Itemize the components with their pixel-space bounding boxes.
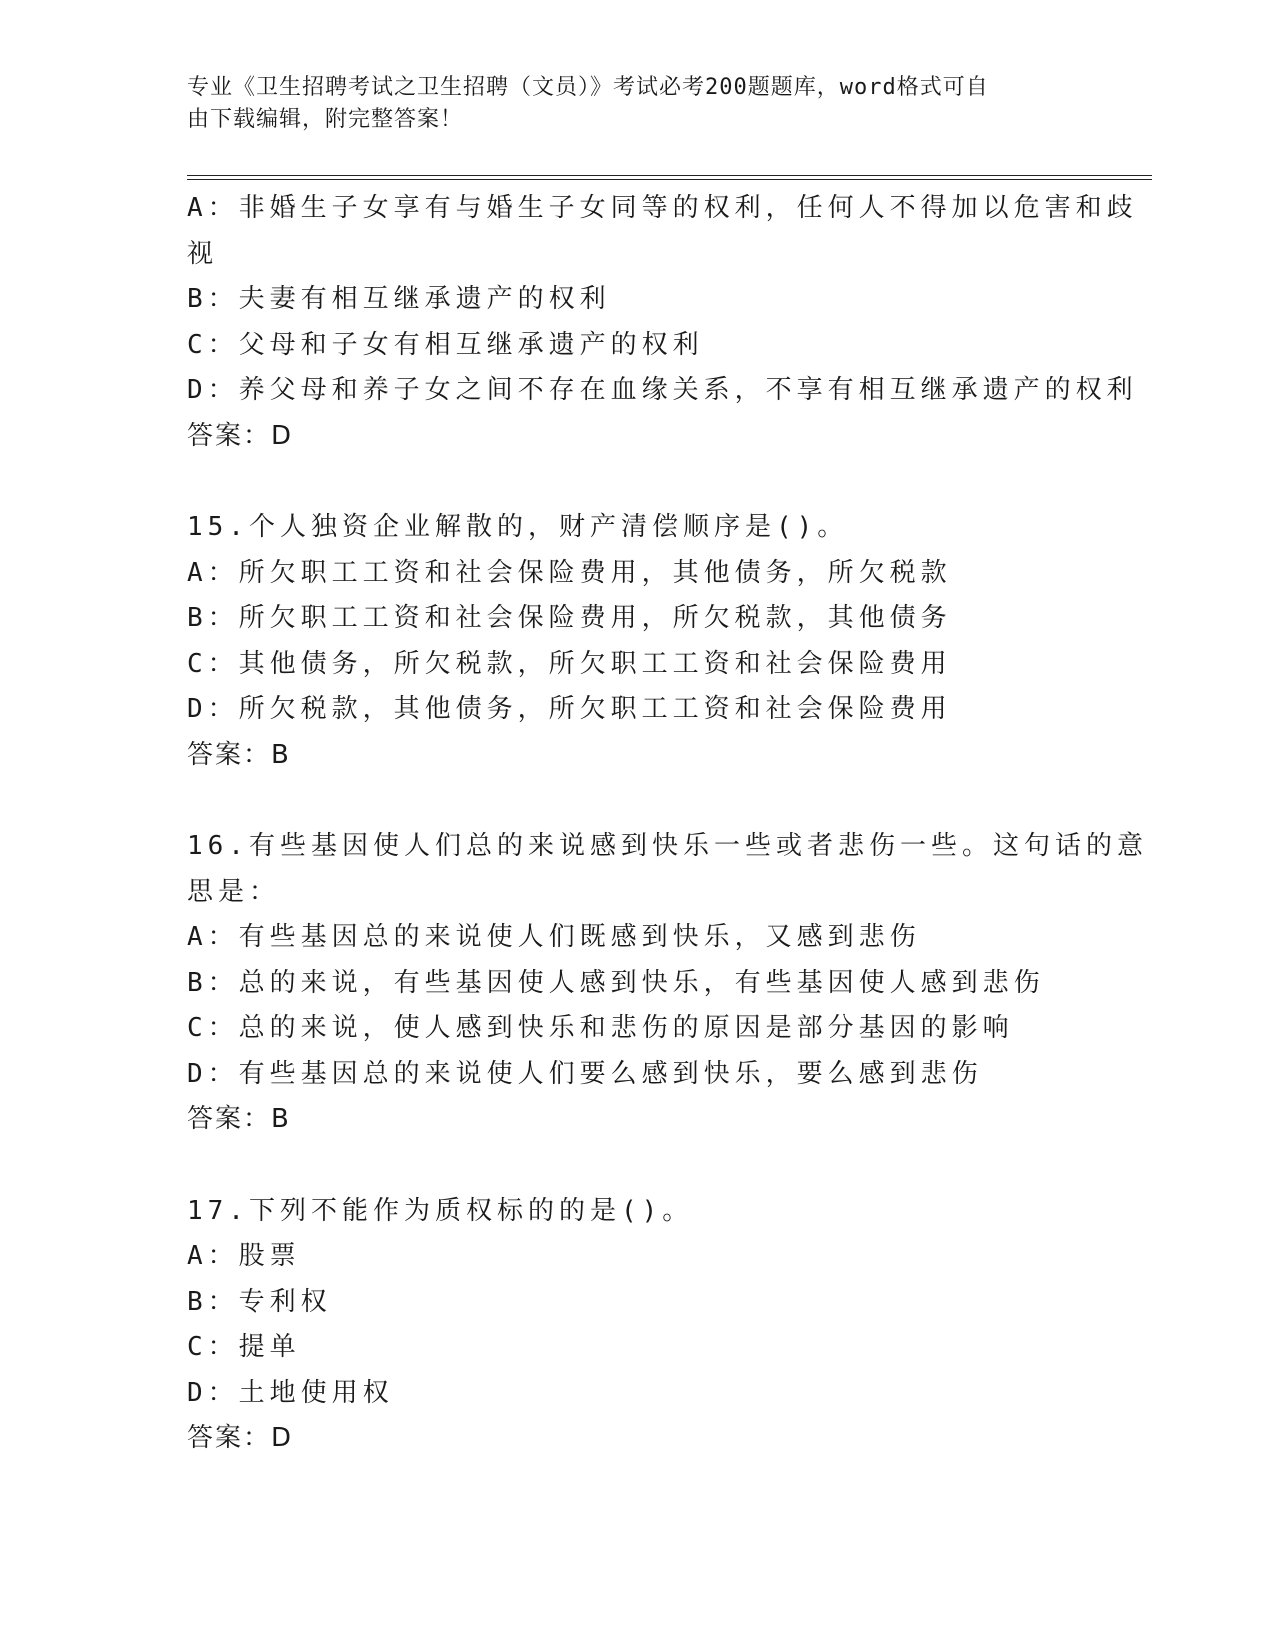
- document-header: [187, 72, 1067, 136]
- question-text-line-2: 思是：: [187, 876, 281, 907]
- answer: 答案：B: [187, 739, 291, 770]
- option-c: C：父母和子女有相互继承遗产的权利: [187, 329, 704, 360]
- option-a: A：股票: [187, 1241, 301, 1271]
- question-list: [187, 186, 1148, 1462]
- option-c: C：总的来说，使人感到快乐和悲伤的原因是部分基因的影响: [187, 1013, 1014, 1043]
- spacer: [187, 459, 1087, 505]
- question-16-block: [187, 824, 1148, 1143]
- option-b: B：总的来说，有些基因使人感到快乐，有些基因使人感到悲伤: [187, 967, 1045, 998]
- option-c: C：其他债务，所欠税款，所欠职工工资和社会保险费用: [187, 648, 952, 679]
- option-a-line-1: A：非婚生子女享有与婚生子女同等的权利，任何人不得加以危害和歧: [187, 193, 1138, 223]
- spacer: [187, 778, 1087, 824]
- spacer: [187, 1143, 1087, 1189]
- question-15-block: [187, 505, 1087, 778]
- option-a: A：有些基因总的来说使人们既感到快乐，又感到悲伤: [187, 922, 921, 952]
- question-14-block: [187, 186, 1138, 459]
- answer: 答案：B: [187, 1104, 291, 1134]
- question-text-line-1: 16.有些基因使人们总的来说感到快乐一些或者悲伤一些。这句话的意: [187, 831, 1148, 861]
- option-d: D：养父母和养子女之间不存在血缘关系，不享有相互继承遗产的权利: [187, 375, 1138, 405]
- question-text: 15.个人独资企业解散的，财产清偿顺序是()。: [187, 512, 849, 542]
- option-d: D：有些基因总的来说使人们要么感到快乐，要么感到悲伤: [187, 1058, 983, 1089]
- option-a: A：所欠职工工资和社会保险费用，其他债务，所欠税款: [187, 557, 952, 588]
- option-c: C：提单: [187, 1332, 301, 1362]
- option-b: B：专利权: [187, 1286, 332, 1317]
- header-double-rule: [187, 175, 1152, 180]
- question-17-block: [187, 1189, 1087, 1462]
- rule-bottom: [187, 179, 1152, 180]
- answer: 答案：D: [187, 1423, 294, 1453]
- rule-top: [187, 175, 1152, 176]
- answer: 答案：D: [187, 420, 294, 451]
- header-line-2: 由下载编辑，附完整答案！: [187, 107, 464, 132]
- question-text: 17.下列不能作为质权标的的是()。: [187, 1195, 694, 1226]
- option-b: B：夫妻有相互继承遗产的权利: [187, 284, 611, 314]
- header-line-1: 专业《卫生招聘考试之卫生招聘（文员）》考试必考200题题库，word格式可自: [187, 75, 989, 100]
- option-d: D：土地使用权: [187, 1377, 394, 1408]
- option-d: D：所欠税款，其他债务，所欠职工工资和社会保险费用: [187, 694, 952, 724]
- option-b: B：所欠职工工资和社会保险费用，所欠税款，其他债务: [187, 603, 952, 633]
- option-a-line-2: 视: [187, 238, 219, 269]
